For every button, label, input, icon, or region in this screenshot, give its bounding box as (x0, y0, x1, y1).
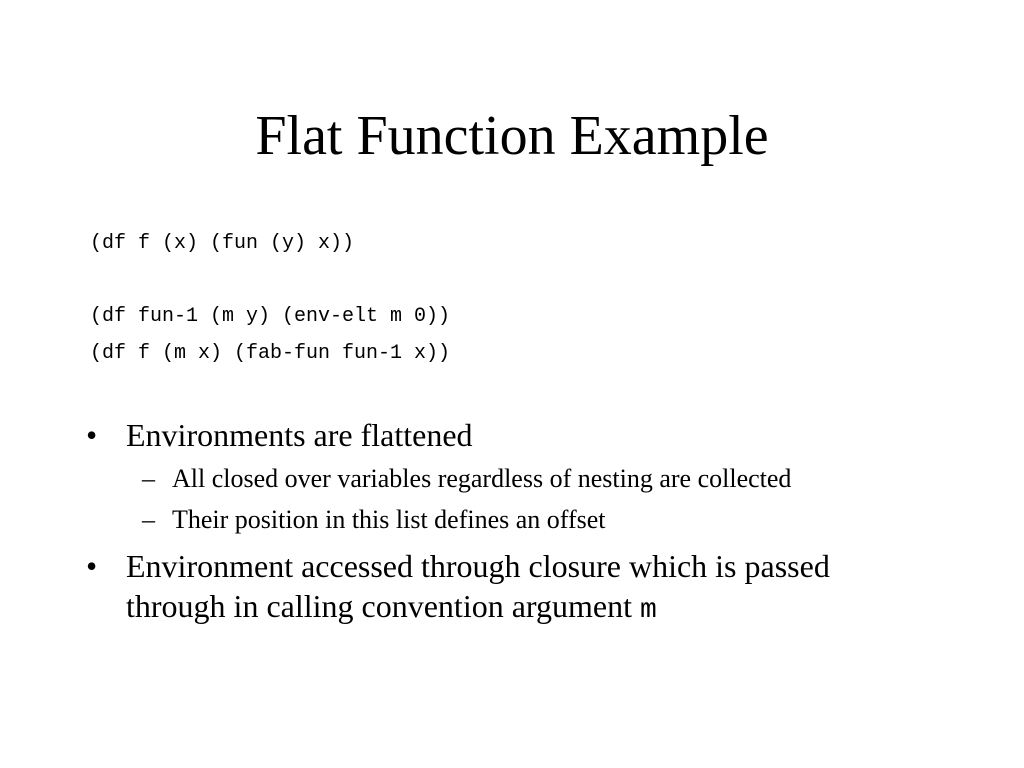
sub-bullet-mark: – (142, 464, 155, 493)
inline-code-m: m (639, 595, 657, 626)
code-line-3: (df f (m x) (fab-fun fun-1 x)) (90, 342, 451, 365)
bullet-text: Environment accessed through closure which is passed through in calling convention argument (126, 548, 830, 624)
bullet-text: Environments are flattened (126, 417, 473, 453)
code-line-1: (df f (x) (fun (y) x)) (90, 232, 355, 255)
bullet-mark: • (86, 417, 98, 453)
bullet-mark: • (86, 548, 98, 584)
sub-bullet-mark: – (142, 505, 155, 534)
slide-title: Flat Function Example (255, 105, 769, 167)
code-line-2: (df fun-1 (m y) (env-elt m 0)) (90, 305, 451, 328)
sub-bullet-text: All closed over variables regardless of nesting are collected (172, 464, 792, 493)
sub-bullet-text: Their position in this list defines an offset (172, 505, 606, 534)
bullet-text-with-code (126, 546, 906, 631)
